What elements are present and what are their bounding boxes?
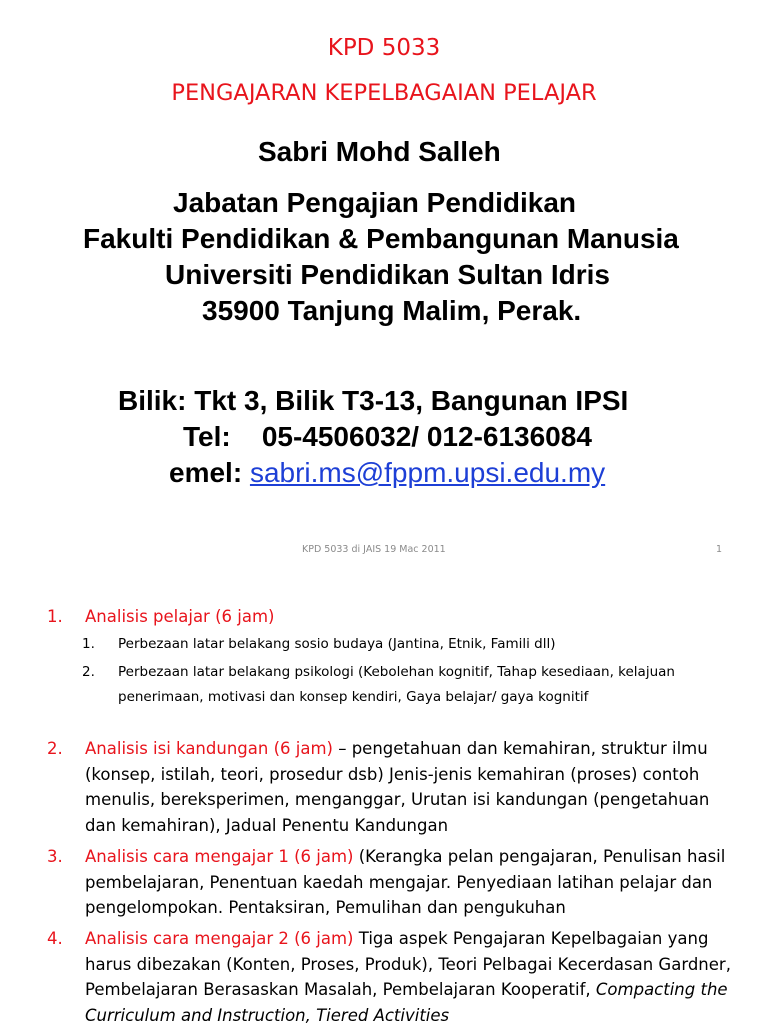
email-line xyxy=(169,459,605,487)
item-italic-text: Compacting the Curriculum and Instruction, Tiered Activities xyxy=(85,980,728,1025)
university: Universiti Pendidikan Sultan Idris xyxy=(165,259,610,290)
department: Jabatan Pengajian Pendidikan xyxy=(173,187,577,218)
outline-slide xyxy=(0,576,768,1024)
item-title: Analisis cara mengajar 1 (6 jam) xyxy=(85,847,354,866)
sub-item-text: Perbezaan latar belakang sosio budaya (Jantina, Etnik, Famili dll) xyxy=(118,636,556,652)
address: 35900 Tanjung Malim, Perak. xyxy=(202,295,582,326)
item-body: (Kerangka pelan pengajaran, Penulisan hasil pembelajaran, Penentuan kaedah mengajar. Penyediaan latihan pelajar dan pengelompokan. Pentaksiran, Pemulihan dan pengukuhan xyxy=(85,847,726,917)
slide-footer: KPD 5033 di JAIS 19 Mac 2011 xyxy=(302,544,446,555)
sub-item-text: Perbezaan latar belakang psikologi (Kebolehan kognitif, Tahap kesediaan, kelajuan penerimaan, motivasi dan konsep kendiri, Gaya belajar/ gaya kognitif xyxy=(118,664,675,705)
lecturer-name: Sabri Mohd Salleh xyxy=(258,136,501,167)
sub-item-number: 1. xyxy=(82,636,95,652)
item-number: 4. xyxy=(47,929,63,948)
item-body: Tiga aspek Pengajaran Kepelbagaian yang harus dibezakan (Konten, Proses, Produk), Teori Pelbagai Kecerdasan Gardner, Pembelajaran Berasaskan Masalah, Pembelajaran Kooperatif, xyxy=(85,929,731,999)
faculty: Fakulti Pendidikan & Pembangunan Manusia xyxy=(83,223,679,254)
item-number: 2. xyxy=(47,739,63,758)
item-title: Analisis isi kandungan (6 jam) xyxy=(85,739,333,758)
sub-item-number: 2. xyxy=(82,664,95,680)
telephone: Tel: 05-4506032/ 012-6136084 xyxy=(183,421,592,452)
room-info: Bilik: Tkt 3, Bilik T3-13, Bangunan IPSI xyxy=(118,385,629,416)
email-label: emel: xyxy=(169,457,250,488)
slide-number: 1 xyxy=(716,544,723,555)
item-title: Analisis pelajar (6 jam) xyxy=(85,607,275,626)
course-code: KPD 5033 xyxy=(327,35,441,61)
item-number: 3. xyxy=(47,847,63,866)
item-title: Analisis cara mengajar 2 (6 jam) xyxy=(85,929,354,948)
item-number: 1. xyxy=(47,607,63,626)
item-body: – pengetahuan dan kemahiran, struktur ilmu (konsep, istilah, teori, prosedur dsb) Jenis-jenis kemahiran (proses) contoh menulis, bereksperimen, menganggar, Urutan isi kandungan (pengetahuan dan kemahiran), Jadual Penentu Kandungan xyxy=(85,739,710,835)
course-title: PENGAJARAN KEPELBAGAIAN PELAJAR xyxy=(171,80,597,106)
email-link[interactable]: sabri.ms@fppm.upsi.edu.my xyxy=(249,457,606,488)
